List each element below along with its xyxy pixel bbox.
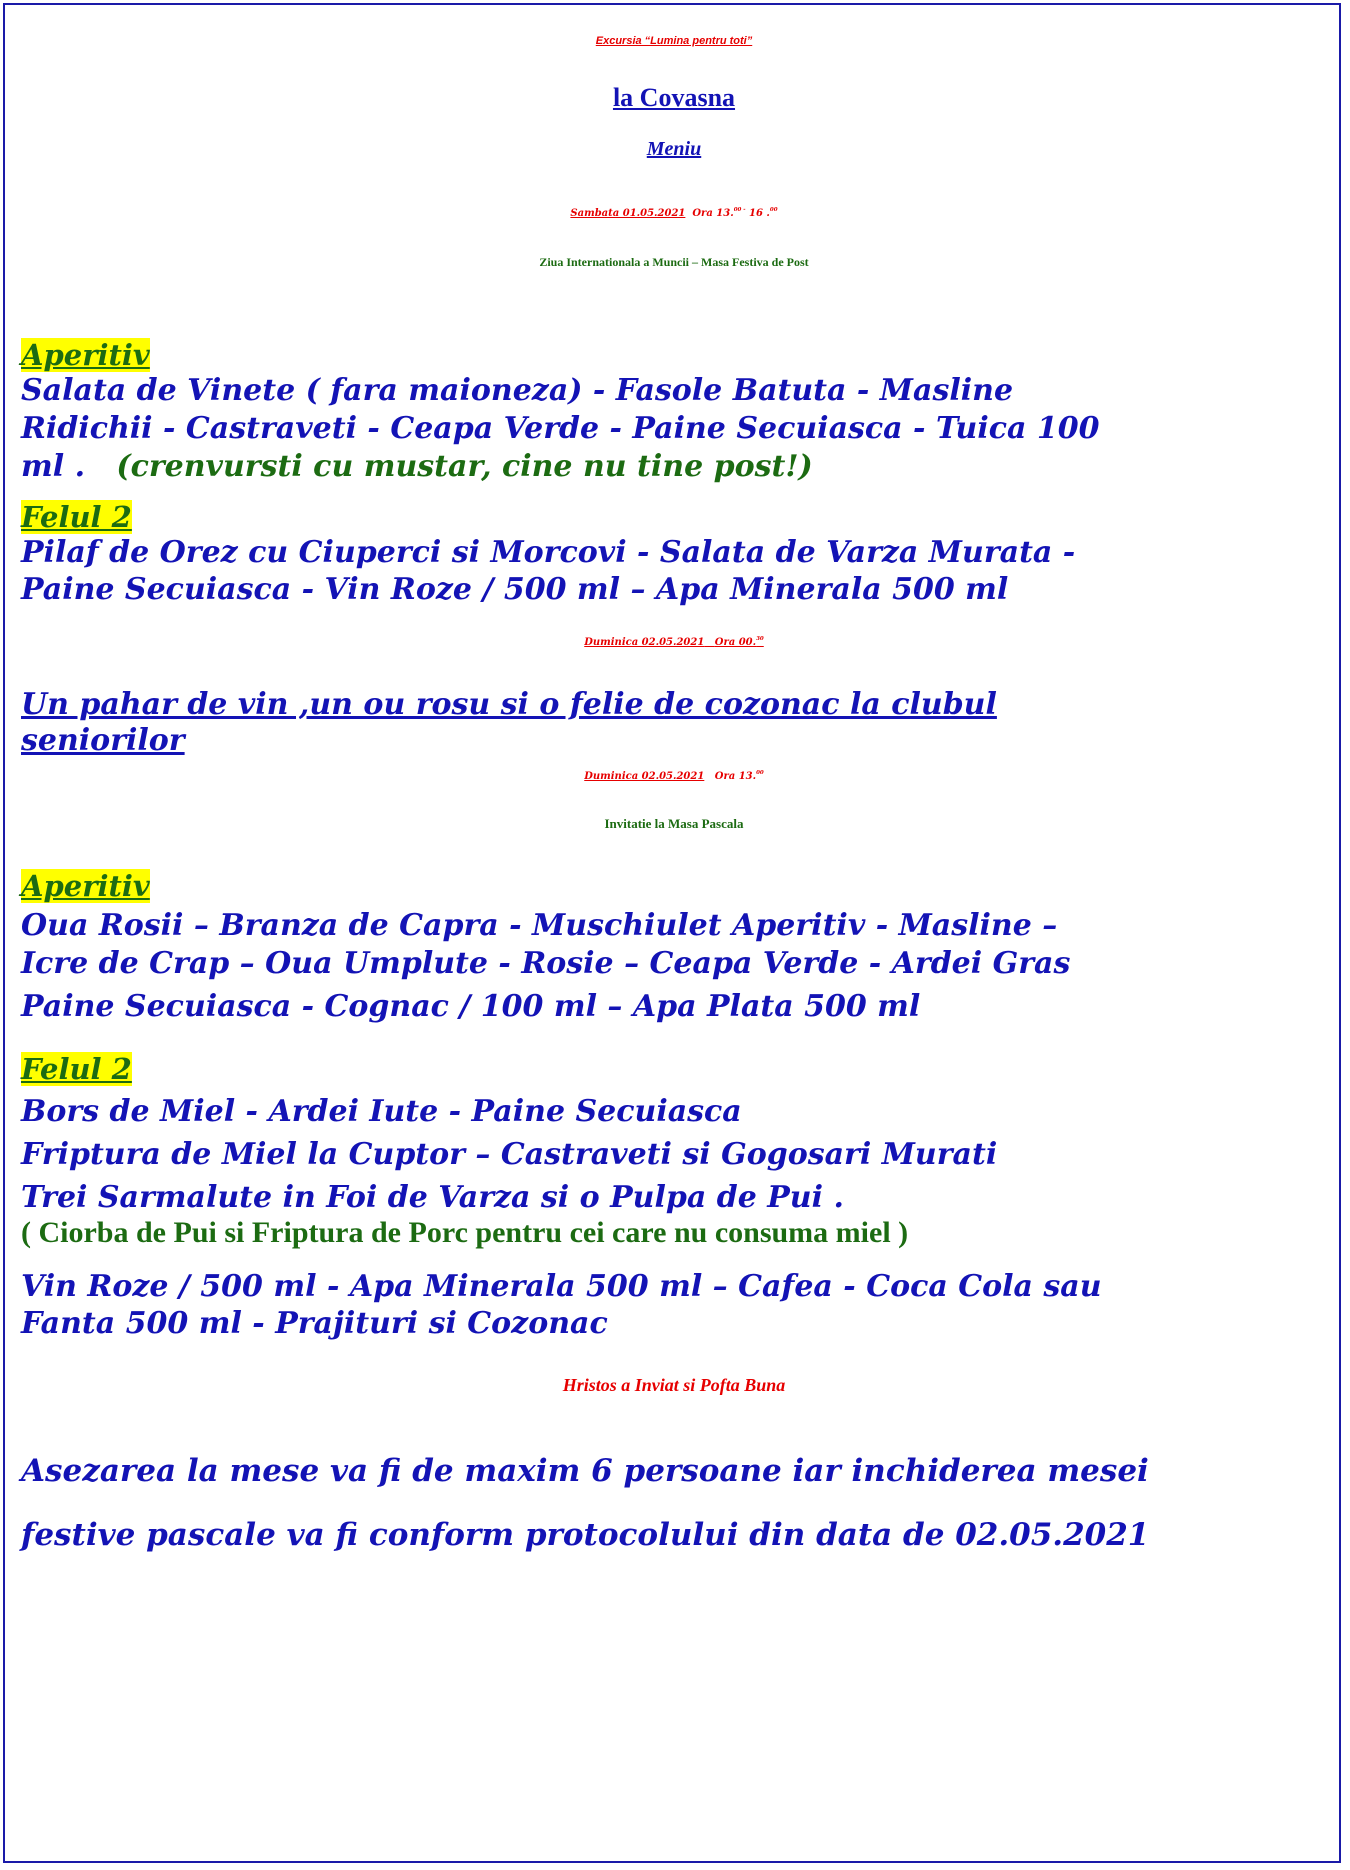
saturday-aperitiv-line: ml . (crenvursti cu mustar, cine nu tine post!) bbox=[21, 449, 813, 484]
menu-document bbox=[3, 3, 1341, 1863]
sunday-felul2-line: Bors de Miel - Ardei Iute - Paine Secuiasca bbox=[21, 1094, 742, 1129]
sunday-aperitiv-line: Paine Secuiasca - Cognac / 100 ml – Apa Plata 500 ml bbox=[21, 989, 921, 1024]
sunday-night-heading bbox=[5, 637, 1343, 648]
closing-notice-line: festive pascale va fi conform protocolului din data de 02.05.2021 bbox=[21, 1517, 1150, 1553]
sunday-lunch-time: Ora 13.00 bbox=[714, 770, 764, 782]
saturday-time: Ora 13.$^{00 -}$ 16 .$^{00}$ bbox=[692, 207, 778, 219]
saturday-felul2-line: Paine Secuiasca - Vin Roze / 500 ml – Apa Minerala 500 ml bbox=[21, 572, 1009, 607]
sunday-night-description: seniorilor bbox=[21, 723, 185, 758]
sunday-lunch-date: Duminica 02.05.2021 bbox=[584, 771, 705, 782]
saturday-event: Ziua Internationala a Muncii – Masa Festiva de Post bbox=[539, 255, 809, 269]
saturday-felul2-line: Pilaf de Orez cu Ciuperci si Morcovi - Salata de Varza Murata - bbox=[21, 535, 1076, 570]
sunday-aperitiv-line: Oua Rosii – Branza de Capra - Muschiulet Aperitiv - Masline – bbox=[21, 908, 1058, 943]
sunday-drinks-line: Fanta 500 ml - Prajituri si Cozonac bbox=[21, 1306, 608, 1341]
saturday-aperitiv-line: Salata de Vinete ( fara maioneza) - Fasole Batuta - Masline bbox=[21, 373, 1014, 408]
saturday-date: Sambata 01.05.2021 bbox=[570, 208, 686, 219]
location-title: la Covasna bbox=[612, 83, 736, 112]
saturday-aperitiv-line: Ridichii - Castraveti - Ceapa Verde - Paine Secuiasca - Tuica 100 bbox=[21, 411, 1100, 446]
closing-greeting: Hristos a Inviat si Pofta Buna bbox=[562, 1375, 786, 1395]
saturday-aperitiv-label: Aperitiv bbox=[21, 338, 150, 372]
sunday-aperitiv-line: Icre de Crap – Oua Umplute - Rosie – Ceapa Verde - Ardei Gras bbox=[21, 946, 1071, 981]
saturday-post-note: (crenvursti cu mustar, cine nu tine post!) bbox=[116, 449, 813, 484]
menu-title: Meniu bbox=[646, 138, 702, 160]
excursion-title: Excursia “Lumina pentru toti” bbox=[595, 35, 753, 47]
saturday-heading bbox=[5, 208, 1343, 219]
sunday-drinks-line: Vin Roze / 500 ml - Apa Minerala 500 ml – Cafea - Coca Cola sau bbox=[21, 1269, 1102, 1304]
sunday-night-description: Un pahar de vin ,un ou rosu si o felie de cozonac la clubul bbox=[21, 687, 997, 722]
sunday-felul2-line: Friptura de Miel la Cuptor – Castraveti si Gogosari Murati bbox=[21, 1137, 998, 1172]
sunday-felul2-line: Trei Sarmalute in Foi de Varza si o Pulpa de Pui . bbox=[21, 1180, 844, 1215]
closing-notice-line: Asezarea la mese va fi de maxim 6 persoane iar inchiderea mesei bbox=[21, 1453, 1149, 1489]
sunday-lunch-heading bbox=[5, 771, 1343, 782]
sunday-felul2-label: Felul 2 bbox=[21, 1052, 132, 1086]
sunday-aperitiv-label: Aperitiv bbox=[21, 869, 150, 903]
sunday-night-date: Duminica 02.05.2021 Ora 00.30 bbox=[584, 636, 764, 648]
saturday-felul2-label: Felul 2 bbox=[21, 500, 132, 534]
sunday-lunch-event: Invitatie la Masa Pascala bbox=[604, 816, 744, 831]
sunday-alternative-note: ( Ciorba de Pui si Friptura de Porc pentru cei care nu consuma miel ) bbox=[21, 1216, 909, 1249]
